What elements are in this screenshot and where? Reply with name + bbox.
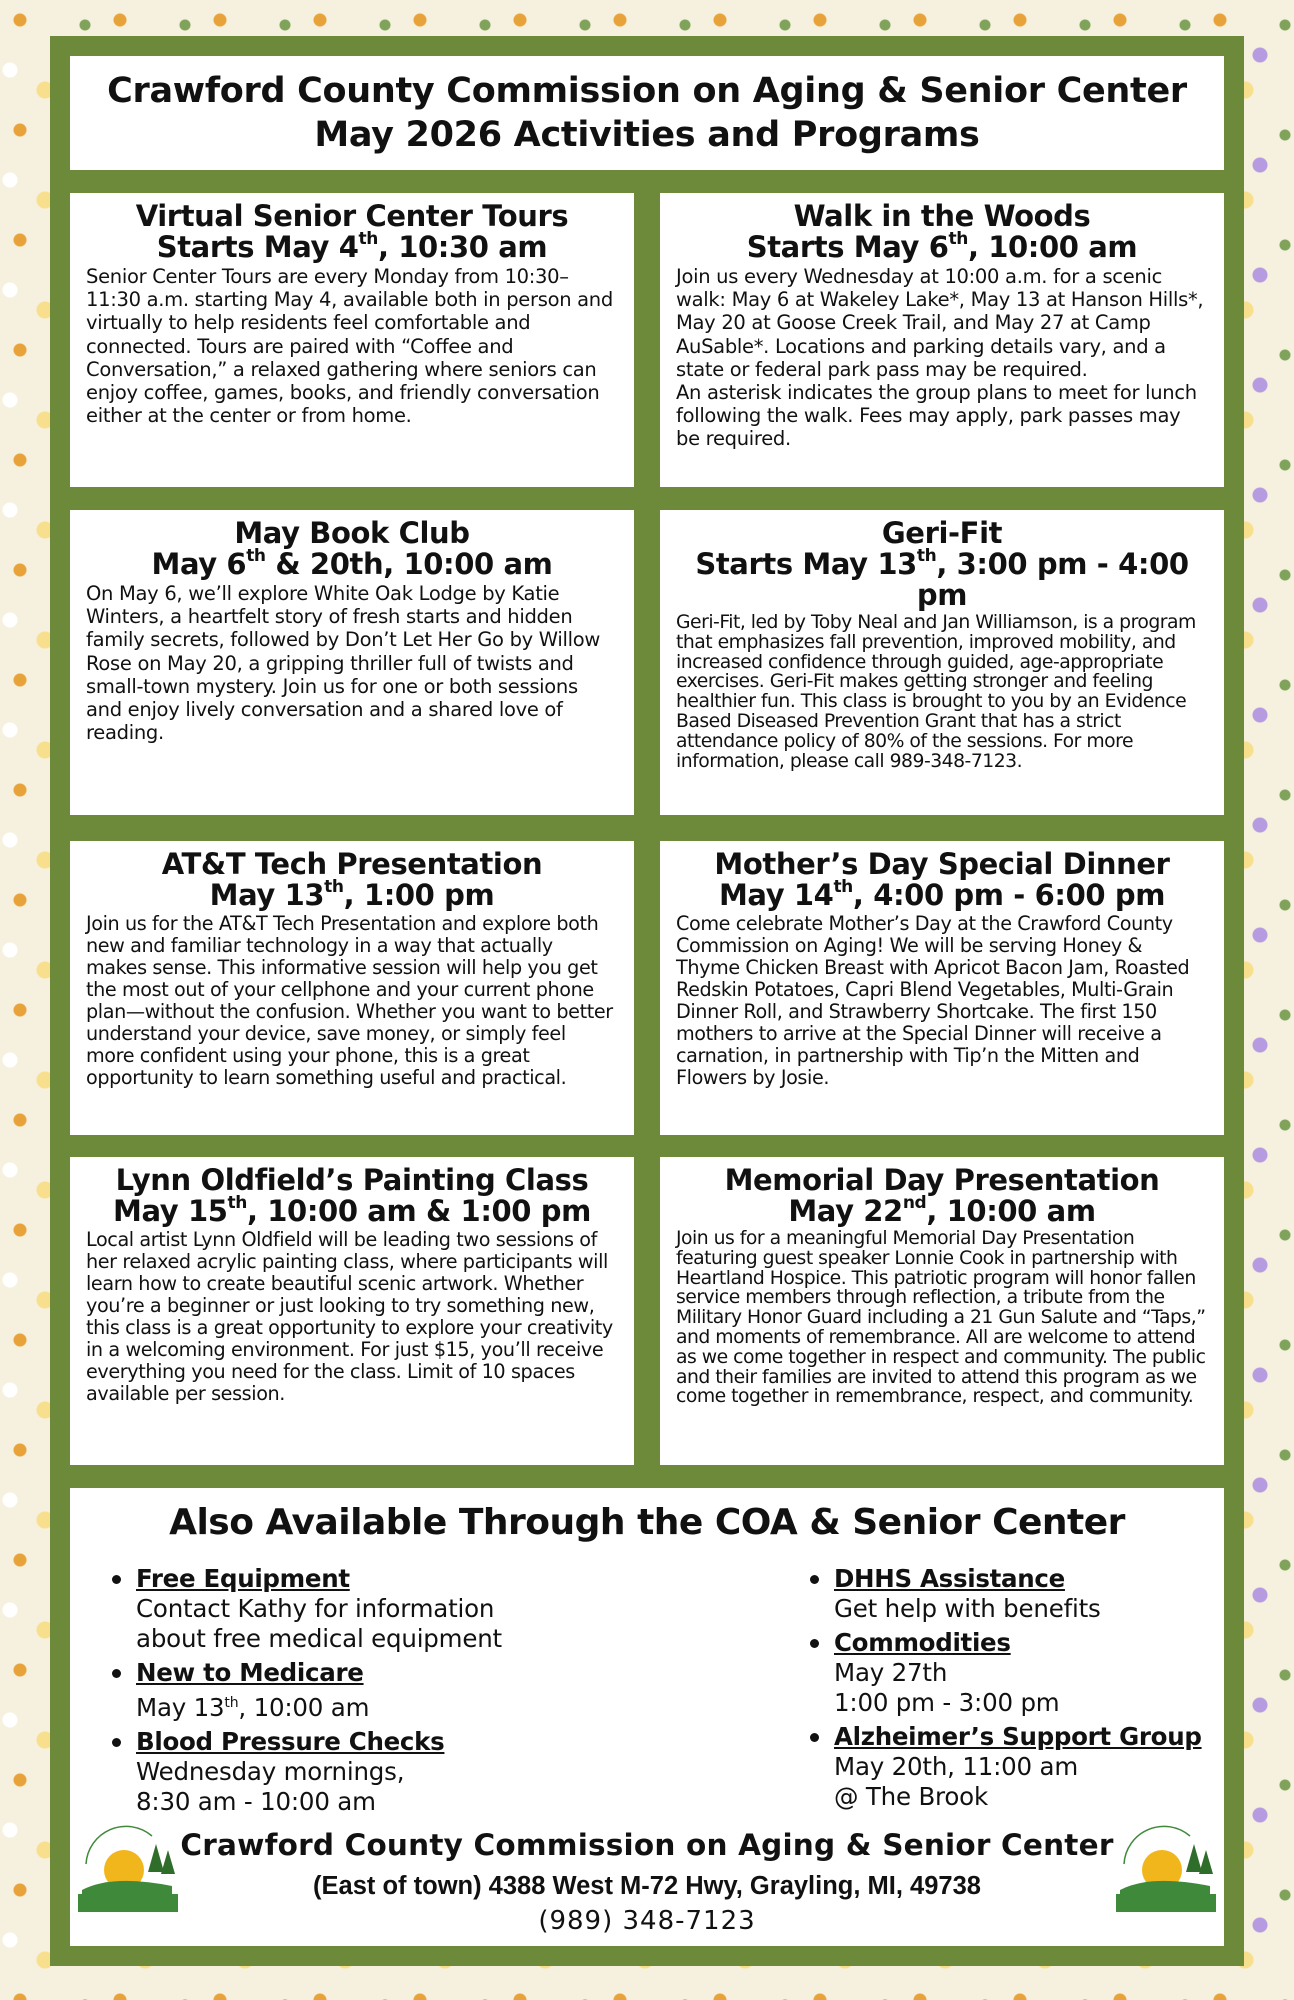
bullet-icon bbox=[112, 1738, 121, 1747]
card-title: Mother’s Day Special Dinner bbox=[714, 847, 1170, 881]
item-title: New to Medicare bbox=[136, 1658, 364, 1687]
item-title: Blood Pressure Checks bbox=[136, 1727, 445, 1757]
bullet-icon bbox=[112, 1575, 121, 1584]
item-title: Alzheimer’s Support Group bbox=[834, 1722, 1202, 1751]
card-date: May 13th, 1:00 pm bbox=[209, 877, 495, 912]
footer-phone: (989) 348-7123 bbox=[538, 1906, 756, 1936]
card-att-tech bbox=[70, 841, 634, 1135]
card-date: Starts May 6th, 10:00 am bbox=[746, 229, 1138, 264]
card-date: May 15th, 10:00 am & 1:00 pm bbox=[113, 1193, 591, 1228]
list-item bbox=[810, 1722, 1210, 1812]
item-line: Wednesday mornings, bbox=[136, 1757, 405, 1787]
item-line: 1:00 pm - 3:00 pm bbox=[834, 1688, 1060, 1717]
card-memorial-day bbox=[660, 1157, 1224, 1465]
card-body: On May 6, we’ll explore White Oak Lodge by Katie Winters, a heartfelt story of fresh starts and hidden family secrets, followed by Don’t Let Her Go by Willow Rose on May 20, a gripping thriller full of twists and small-town mystery. Join us for one or both sessions and enjoy lively conversation and a shared love of reading. bbox=[86, 582, 600, 745]
bullet-icon bbox=[112, 1669, 121, 1678]
header-title-line2: May 2026 Activities and Programs bbox=[314, 115, 980, 155]
also-right-column bbox=[810, 1564, 1210, 1816]
card-body: Join us every Wednesday at 10:00 a.m. for a scenic walk: May 6 at Wakeley Lake*, May 13 at Hanson Hills*, May 20 at Goose Creek Trail, and May 27 at Camp AuSable*. Locations and parking details vary, and a state or federal park pass may be required. bbox=[676, 265, 1204, 381]
also-available-title: Also Available Through the COA & Senior Center bbox=[169, 1502, 1125, 1543]
footer-org-name: Crawford County Commission on Aging & Senior Center bbox=[180, 1828, 1114, 1862]
item-line: 8:30 am - 10:00 am bbox=[136, 1787, 376, 1817]
also-left-column bbox=[112, 1564, 632, 1821]
list-item bbox=[112, 1564, 632, 1654]
also-available-section bbox=[70, 1488, 1224, 1946]
list-item bbox=[112, 1727, 632, 1817]
item-title: DHHS Assistance bbox=[834, 1564, 1065, 1593]
card-title: May Book Club bbox=[234, 516, 470, 550]
list-item bbox=[810, 1628, 1210, 1718]
page-header bbox=[70, 56, 1224, 170]
item-line: May 27th bbox=[834, 1658, 948, 1687]
bullet-icon bbox=[810, 1733, 819, 1742]
card-date: Starts May 13th, 3:00 pm - 4:00 pm bbox=[695, 546, 1189, 612]
card-walk-in-woods bbox=[660, 193, 1224, 487]
list-item bbox=[810, 1564, 1210, 1624]
card-date: May 22nd, 10:00 am bbox=[788, 1193, 1096, 1228]
item-line: about free medical equipment bbox=[136, 1624, 502, 1653]
card-body: Geri-Fit, led by Toby Neal and Jan Williamson, is a program that emphasizes fall prevention, improved mobility, and increased confidence through guided, age-appropriate exercises. Geri-Fit makes getting stronger and feeling healthier fun. This class is brought to you by an Evidence Based Diseased Prevention Grant that has a strict attendance policy of 80% of the sessions. For more information, please call 989-348-7123. bbox=[676, 612, 1196, 772]
card-mothers-day bbox=[660, 841, 1224, 1135]
item-line: Get help with benefits bbox=[834, 1594, 1101, 1623]
card-book-club bbox=[70, 510, 634, 815]
item-line: May 13th, 10:00 am bbox=[136, 1693, 370, 1723]
item-line: Contact Kathy for information bbox=[136, 1594, 495, 1623]
bullet-icon bbox=[810, 1639, 819, 1648]
card-title: AT&T Tech Presentation bbox=[161, 847, 543, 881]
card-body: Join us for a meaningful Memorial Day Presentation featuring guest speaker Lonnie Cook in partnership with Heartland Hospice. This patriotic program will honor fallen service members through reflection, a tribute from the Military Honor Guard including a 21 Gun Salute and “Taps,” and moments of remembrance. All are welcome to attend as we come together in respect and community. The public and their families are invited to attend this program as we come together in remembrance, respect, and community. bbox=[676, 1228, 1206, 1408]
list-item bbox=[112, 1658, 632, 1723]
card-title: Virtual Senior Center Tours bbox=[135, 199, 569, 233]
item-title: Commodities bbox=[834, 1628, 1011, 1657]
card-title: Memorial Day Presentation bbox=[724, 1163, 1160, 1197]
card-title: Walk in the Woods bbox=[793, 199, 1091, 233]
footer-address: (East of town) 4388 West M-72 Hwy, Grayling, MI, 49738 bbox=[313, 1872, 981, 1900]
card-title: Lynn Oldfield’s Painting Class bbox=[115, 1163, 589, 1197]
card-date: Starts May 4th, 10:30 am bbox=[156, 229, 548, 264]
card-body: Come celebrate Mother’s Day at the Crawford County Commission on Aging! We will be serving Honey & Thyme Chicken Breast with Apricot Bacon Jam, Roasted Redskin Potatoes, Capri Blend Vegetables, Multi-Grain Dinner Roll, and Strawberry Shortcake. The first 150 mothers to arrive at the Special Dinner will receive a carnation, in partnership with Tip’n the Mitten and Flowers by Josie. bbox=[676, 912, 1190, 1089]
item-line: May 20th, 11:00 am bbox=[834, 1752, 1078, 1781]
card-body: Senior Center Tours are every Monday from 10:30–11:30 a.m. starting May 4, available both in person and virtually to help residents feel comfortable and connected. Tours are paired with “Coffee and Conversation,” a relaxed gathering where seniors can enjoy coffee, games, books, and friendly conversation either at the center or from home. bbox=[86, 265, 613, 428]
card-virtual-tours bbox=[70, 193, 634, 487]
header-title-line1: Crawford County Commission on Aging & Senior Center bbox=[107, 71, 1187, 111]
item-line: @ The Brook bbox=[834, 1782, 988, 1811]
card-geri-fit bbox=[660, 510, 1224, 815]
bullet-icon bbox=[810, 1575, 819, 1584]
card-body-note: An asterisk indicates the group plans to meet for lunch following the walk. Fees may apply, park passes may be required. bbox=[676, 381, 1197, 451]
card-painting-class bbox=[70, 1157, 634, 1465]
card-body: Local artist Lynn Oldfield will be leading two sessions of her relaxed acrylic painting class, where participants will learn how to create beautiful scenic artwork. Whether you’re a beginner or just looking to try something new, this class is a great opportunity to explore your creativity in a welcoming environment. For just $15, you’ll receive everything you need for the class. Limit of 10 spaces available per session. bbox=[86, 1228, 613, 1405]
card-body: Join us for the AT&T Tech Presentation and explore both new and familiar technology in a way that actually makes sense. This informative session will help you get the most out of your cellphone and your current phone plan—without the confusion. Whether you want to better understand your device, save money, or simply feel more confident using your phone, this is a great opportunity to learn something useful and practical. bbox=[86, 912, 613, 1089]
card-date: May 6th & 20th, 10:00 am bbox=[151, 546, 553, 581]
card-title: Geri-Fit bbox=[881, 516, 1003, 550]
item-title: Free Equipment bbox=[136, 1564, 350, 1593]
card-date: May 14th, 4:00 pm - 6:00 pm bbox=[718, 877, 1166, 912]
